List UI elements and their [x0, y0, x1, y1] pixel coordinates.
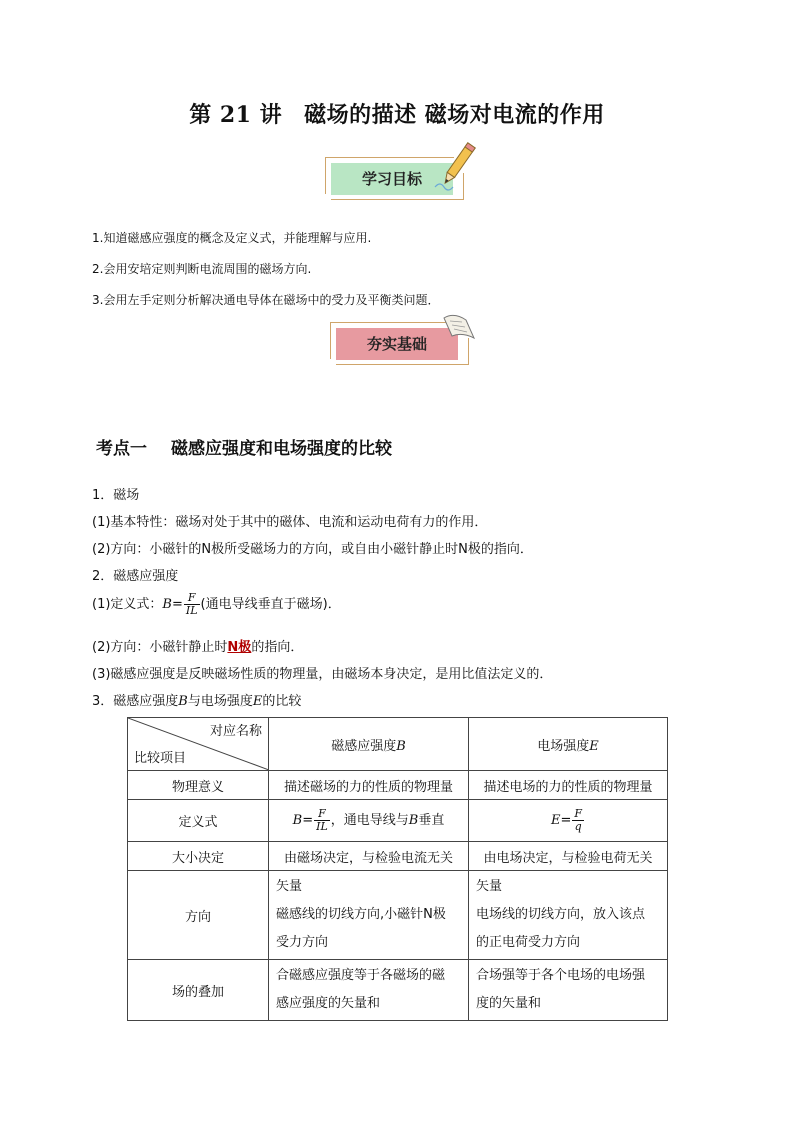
symbol-B: B — [162, 597, 172, 612]
section-label: 考点一 — [96, 439, 147, 459]
page-title — [0, 98, 794, 129]
table-row — [128, 871, 668, 960]
column-header-B-text: 磁感应强度 — [331, 738, 397, 754]
heading-comparison — [92, 690, 301, 709]
comparison-symbol-B: B — [178, 694, 188, 709]
cell-E — [469, 960, 668, 1021]
column-header-B-symbol: B — [396, 738, 406, 754]
highlight-n-pole: N极 — [227, 640, 252, 655]
comparison-suffix: 的比较 — [262, 694, 302, 709]
table-row — [128, 800, 668, 842]
cell-line: 感应强度的矢量和 — [276, 996, 381, 1011]
cell-B — [269, 960, 469, 1021]
row-label: 大小决定 — [128, 842, 269, 871]
table-row — [128, 771, 668, 800]
heading-induction: 2．磁感应强度 — [92, 569, 179, 584]
paragraph-induction-direction — [92, 636, 303, 655]
corner-bottom-label: 比较项目 — [134, 751, 187, 766]
goal-item-3: 3.会用左手定则分析解决通电导体在磁场中的受力及平衡类问题． — [92, 293, 440, 307]
column-header-B — [269, 718, 469, 771]
cell-B: 描述磁场的力的性质的物理量 — [269, 771, 469, 800]
cell-line: 磁感线的切线方向,小磁针N极 — [276, 907, 446, 922]
equals-sign: = — [171, 597, 183, 612]
symbol-E: E — [550, 813, 561, 828]
cell-line: 受力方向 — [276, 935, 329, 950]
column-header-E — [469, 718, 668, 771]
cell-B — [269, 800, 469, 842]
cell-E: 描述电场的力的性质的物理量 — [469, 771, 668, 800]
cell-line: 合场强等于各个电场的电场强 — [476, 968, 646, 983]
fraction-numerator: F — [184, 592, 200, 605]
induction-direction-prefix: (2)方向：小磁针静止时 — [92, 640, 228, 655]
row-label: 物理意义 — [128, 771, 269, 800]
cell-E — [469, 800, 668, 842]
pencil-icon — [433, 137, 481, 197]
section-heading — [96, 434, 392, 459]
cell-line: 的正电荷受力方向 — [476, 935, 581, 950]
column-header-E-symbol: E — [589, 738, 599, 754]
column-header-E-text: 电场强度 — [537, 738, 590, 754]
symbol-B: B — [408, 813, 419, 828]
goals-banner — [325, 157, 463, 203]
cell-line: 矢量 — [476, 879, 503, 894]
basics-banner — [330, 322, 468, 368]
fraction-F-over-IL — [184, 592, 200, 617]
cell-E: 由电场决定，与检验电荷无关 — [469, 842, 668, 871]
lecture-topic: 磁场的描述 磁场对电流的作用 — [304, 102, 605, 128]
row-label: 方向 — [128, 871, 269, 960]
goal-item-2: 2.会用安培定则判断电流周围的磁场方向. — [92, 262, 312, 276]
paragraph-property: (3)磁感应强度是反映磁场性质的物理量，由磁场本身决定，是用比值法定义的． — [92, 667, 553, 682]
fraction-denominator: q — [574, 820, 582, 833]
comparison-mid: 与电场强度 — [187, 694, 253, 709]
lecture-number: 第 21 讲 — [189, 102, 283, 128]
cell-B — [269, 871, 469, 960]
fraction-denominator: IL — [185, 604, 198, 617]
scroll-icon — [440, 310, 480, 344]
comparison-symbol-E: E — [252, 694, 263, 709]
goal-item-1: 1.知道磁感应强度的概念及定义式，并能理解与应用. — [92, 231, 372, 245]
section-title: 磁感应强度和电场强度的比较 — [171, 439, 392, 459]
cell-line: 矢量 — [276, 879, 303, 894]
induction-direction-suffix: 的指向． — [251, 640, 304, 655]
heading-magnetic-field: 1．磁场 — [92, 488, 140, 503]
table-header-row — [128, 718, 668, 771]
cell-line: 电场线的切线方向，放入该点 — [476, 907, 646, 922]
fraction-F-over-IL — [314, 808, 330, 833]
definition-prefix: (1)定义式： — [92, 597, 163, 612]
comparison-prefix: 3．磁感应强度 — [92, 694, 179, 709]
fraction-numerator: F — [574, 807, 583, 820]
row-label: 场的叠加 — [128, 960, 269, 1021]
cell-E — [469, 871, 668, 960]
table-row — [128, 960, 668, 1021]
fraction-numerator: F — [314, 808, 330, 821]
cell-line: 合磁感应强度等于各磁场的磁 — [276, 968, 446, 983]
basics-banner-label: 夯实基础 — [336, 328, 458, 360]
symbol-B: B — [292, 813, 303, 828]
cell-line: 度的矢量和 — [476, 996, 542, 1011]
cell-B: 由磁场决定，与检验电流无关 — [269, 842, 469, 871]
fraction-F-over-q — [572, 808, 584, 833]
fraction-denominator: IL — [316, 820, 328, 833]
table-row — [128, 842, 668, 871]
table-corner-cell — [128, 718, 269, 771]
corner-top-label: 对应名称 — [209, 724, 262, 739]
paragraph-direction: (2)方向：小磁针的N极所受磁场力的方向，或自由小磁针静止时N极的指向． — [92, 542, 533, 557]
row-label: 定义式 — [128, 800, 269, 842]
equals-sign: = — [302, 813, 314, 828]
cell-text: 垂直 — [418, 813, 445, 828]
paragraph-definition — [92, 592, 341, 617]
comparison-table — [127, 717, 668, 1021]
definition-suffix: (通电导线垂直于磁场)． — [200, 597, 341, 612]
goals-banner-label: 学习目标 — [331, 163, 453, 195]
cell-text: ，通电导线与 — [330, 813, 409, 828]
paragraph-basic-property: (1)基本特性：磁场对处于其中的磁体、电流和运动电荷有力的作用． — [92, 515, 488, 530]
equals-sign: = — [560, 813, 572, 828]
